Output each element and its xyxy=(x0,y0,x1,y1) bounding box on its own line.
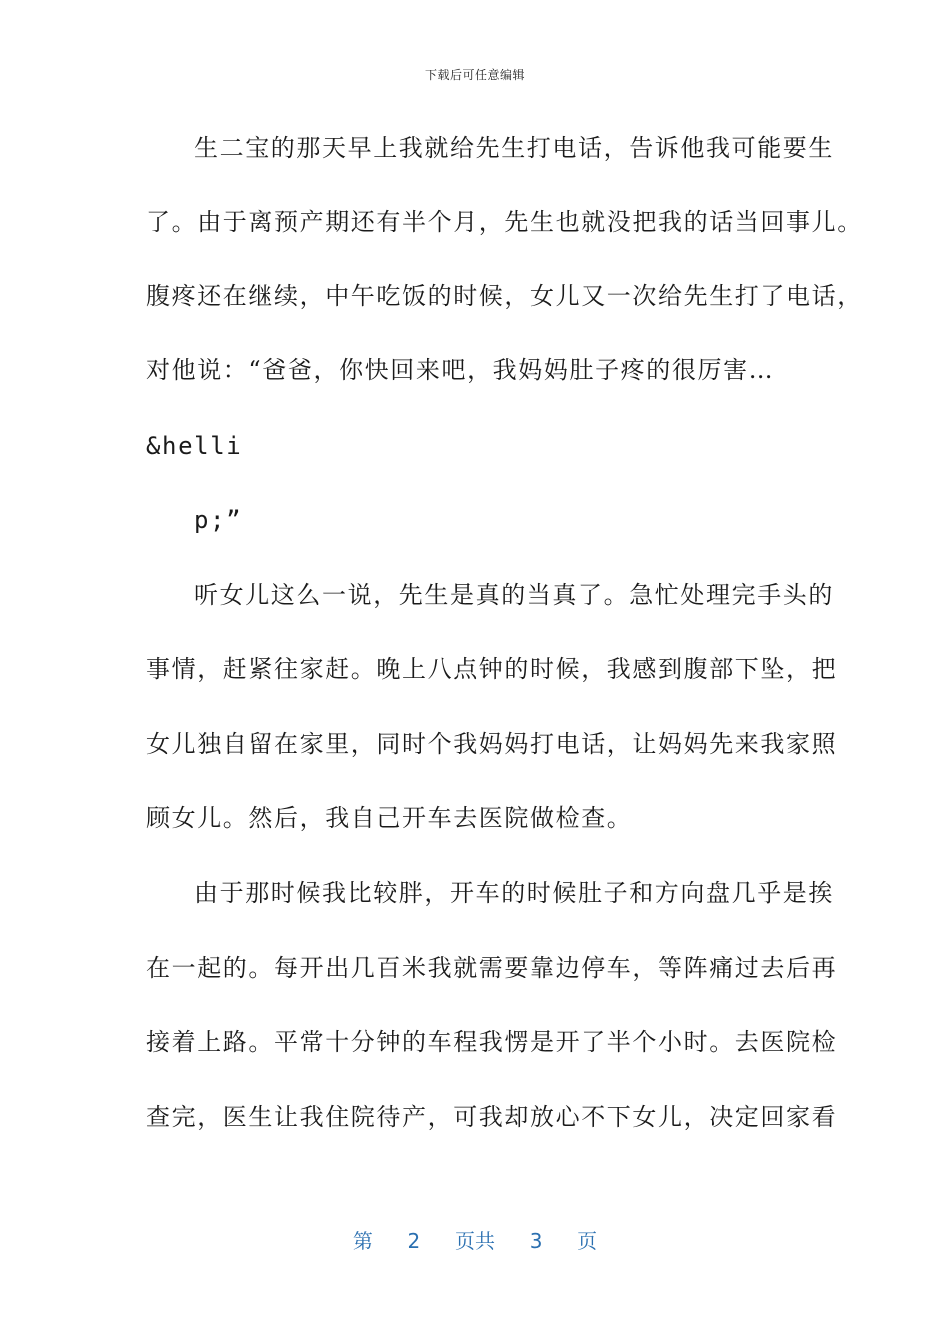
text-line: 听女儿这么一说，先生是真的当真了。急忙处理完手头的 xyxy=(194,581,834,609)
current-page-number: 2 xyxy=(407,1229,421,1253)
text-line: 女儿独自留在家里，同时个我妈妈打电话，让妈妈先来我家照 xyxy=(146,730,838,758)
text-line: 对他说：“爸爸，你快回来吧，我妈妈肚子疼的很厉害… xyxy=(146,356,775,384)
total-label: 页共 xyxy=(455,1229,495,1253)
text-line: 事情，赶紧往家赶。晚上八点钟的时候，我感到腹部下坠，把 xyxy=(146,655,838,683)
total-pages-number: 3 xyxy=(529,1229,543,1253)
text-line: 生二宝的那天早上我就给先生打电话，告诉他我可能要生 xyxy=(194,134,834,162)
page-footer xyxy=(0,1225,950,1254)
text-line: &helli xyxy=(146,432,243,460)
text-line: 顾女儿。然后，我自己开车去医院做检查。 xyxy=(146,804,633,832)
text-line: 查完，医生让我住院待产，可我却放心不下女儿，决定回家看 xyxy=(146,1103,838,1131)
header-note: 下载后可任意编辑 xyxy=(424,68,525,82)
page-label: 第 xyxy=(352,1229,373,1253)
text-line: 接着上路。平常十分钟的车程我愣是开了半个小时。去医院检 xyxy=(146,1028,838,1056)
text-line: 由于那时候我比较胖，开车的时候肚子和方向盘几乎是挨 xyxy=(194,879,834,907)
text-line: 在一起的。每开出几百米我就需要靠边停车，等阵痛过去后再 xyxy=(146,954,838,982)
text-line: p;” xyxy=(194,506,243,534)
text-line: 腹疼还在继续，中午吃饭的时候，女儿又一次给先生打了电话， xyxy=(146,282,863,310)
text-line: 了。由于离预产期还有半个月，先生也就没把我的话当回事儿。 xyxy=(146,208,863,236)
page-suffix: 页 xyxy=(577,1229,598,1253)
